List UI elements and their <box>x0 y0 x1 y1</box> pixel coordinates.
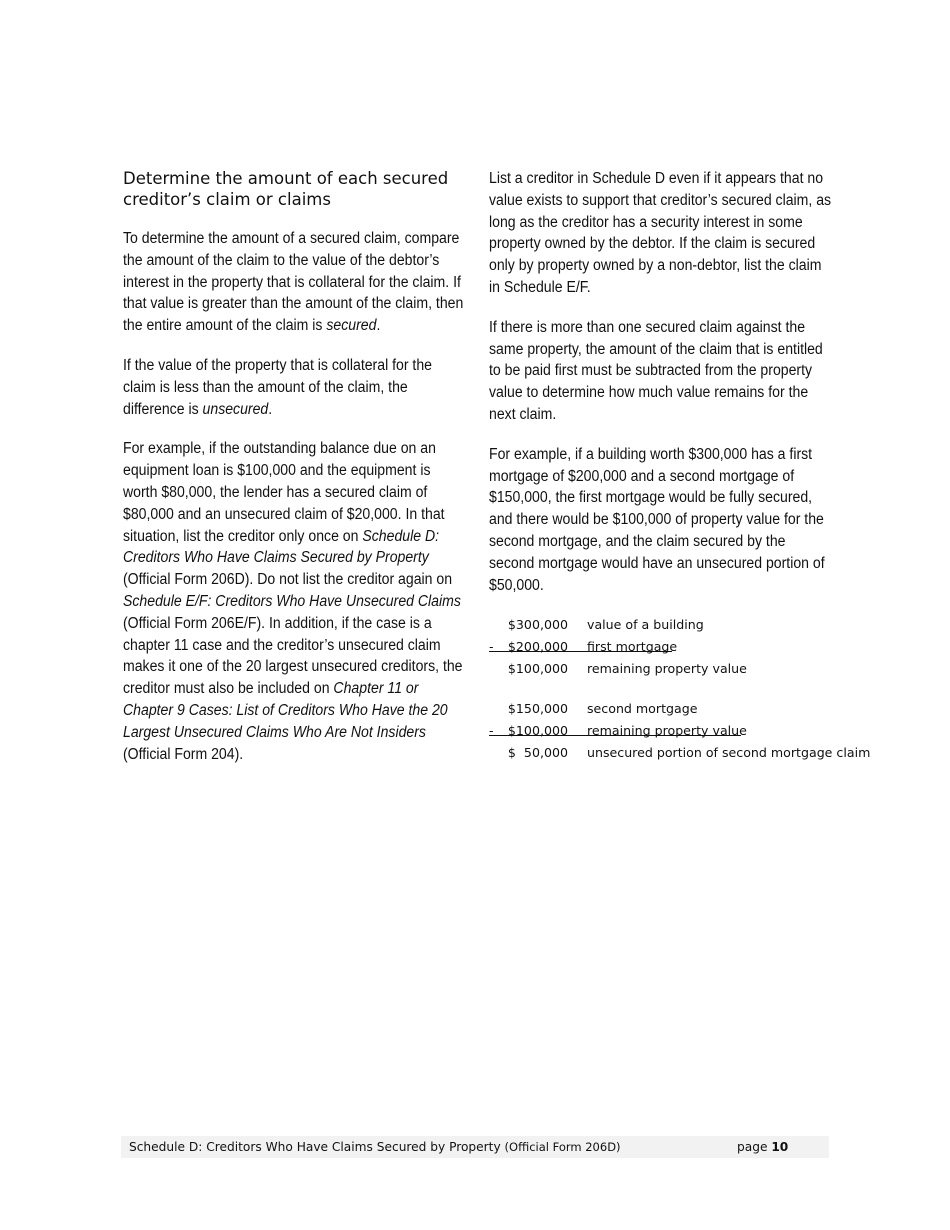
left-column <box>123 168 468 783</box>
paragraph-text: (Official Form 204). <box>123 745 244 763</box>
footer-schedule-name: Schedule D: Creditors Who Have Claims Secured by Property <box>129 1140 501 1154</box>
right-column <box>489 168 871 764</box>
form-reference-schedule-ef: Schedule E/F: Creditors Who Have Unsecured Claims <box>123 592 461 610</box>
form-reference-schedule-d: Schedule D: Creditors Who Have Claims Secured by Property <box>123 527 440 567</box>
calc-label: unsecured portion of second mortgage claim <box>587 745 871 761</box>
calc-amount: $100,000 <box>507 661 568 677</box>
paragraph-text: (Official Form 206D). Do not list the creditor again on <box>123 571 453 589</box>
form-reference-form-204: Chapter 11 or Chapter 9 Cases: List of Creditors Who Have the 20 Largest Unsecured Claims Who Are Not Insiders <box>123 680 448 741</box>
calculation-table <box>489 614 871 764</box>
footer-title <box>129 1136 621 1158</box>
emphasis-unsecured: unsecured <box>202 400 269 418</box>
paragraph-text: For example, if the outstanding balance due on an equipment loan is $100,000 and the equipment is worth $80,000, the lender has a secured claim of $80,000 and an unsecured claim of $20,000. In that situation, list the creditor only once on <box>123 440 445 545</box>
calc-sign: - <box>489 723 494 739</box>
calc-sign: - <box>489 639 494 655</box>
calc-label: first mortgage <box>587 639 678 655</box>
calc-row-subtract <box>489 720 834 742</box>
page-number <box>737 1136 788 1158</box>
calc-label: remaining property value <box>587 723 747 739</box>
calc-row <box>489 698 834 720</box>
footer-form-number: (Official Form 206D) <box>504 1140 621 1154</box>
calc-row-subtract <box>489 636 834 658</box>
paragraph-list-creditor: List a creditor in Schedule D even if it appears that no value exists to support that creditor’s secured claim, as long as the creditor has a security interest in some property owned by the debtor. If the claim is secured only by property owned by a non-debtor, list the claim in Schedule E/F. <box>489 170 832 296</box>
calc-label: second mortgage <box>587 701 698 717</box>
calc-amount: $ 50,000 <box>507 745 568 761</box>
paragraph-text: . <box>376 317 381 335</box>
paragraph-multiple-claims: If there is more than one secured claim against the same property, the amount of the claim that is entitled to be paid first must be subtracted from the property value to determine how much value remains for the next claim. <box>489 318 823 423</box>
calc-row <box>489 614 834 636</box>
calc-row-result <box>489 742 871 764</box>
calc-amount: $150,000 <box>507 701 568 717</box>
paragraph-text: To determine the amount of a secured claim, compare the amount of the claim to the value of the debtor’s interest in the property that is collateral for the claim. If that value is greater than the amount of the claim, then the entire amount of the claim is <box>123 230 464 335</box>
calc-label: remaining property value <box>587 661 747 677</box>
paragraph-text: . <box>268 400 273 418</box>
calc-row-result <box>489 658 834 680</box>
paragraph-text: If the value of the property that is collateral for the claim is less than the amount of the claim, the difference is <box>123 356 433 418</box>
calc-label: value of a building <box>587 617 704 633</box>
paragraph-text: (Official Form 206E/F). In addition, if the case is a chapter 11 case and the creditor’s unsecured claim makes it one of the 20 largest unsecured creditors, the creditor must also be included on <box>123 614 463 698</box>
calc-amount: $300,000 <box>507 617 568 633</box>
calc-amount: $100,000 <box>507 723 568 739</box>
emphasis-secured: secured <box>326 317 377 335</box>
calc-spacer <box>489 680 834 698</box>
paragraph-equipment-example <box>123 438 468 765</box>
paragraph-building-example: For example, if a building worth $300,000 has a first mortgage of $200,000 and a second mortgage of $150,000, the first mortgage would be fully secured, and there would be $100,000 of property value for the second mortgage, and the claim secured by the second mortgage would have an unsecured portion of $50,000. <box>489 445 825 594</box>
page-number-value: 10 <box>771 1140 789 1154</box>
page-footer <box>121 1136 829 1158</box>
paragraph-unsecured-claim <box>123 355 468 420</box>
page-label: page <box>737 1140 768 1154</box>
section-heading: Determine the amount of each secured creditor’s claim or claims <box>123 169 449 209</box>
calc-amount: $200,000 <box>507 639 568 655</box>
paragraph-secured-claim <box>123 228 468 337</box>
